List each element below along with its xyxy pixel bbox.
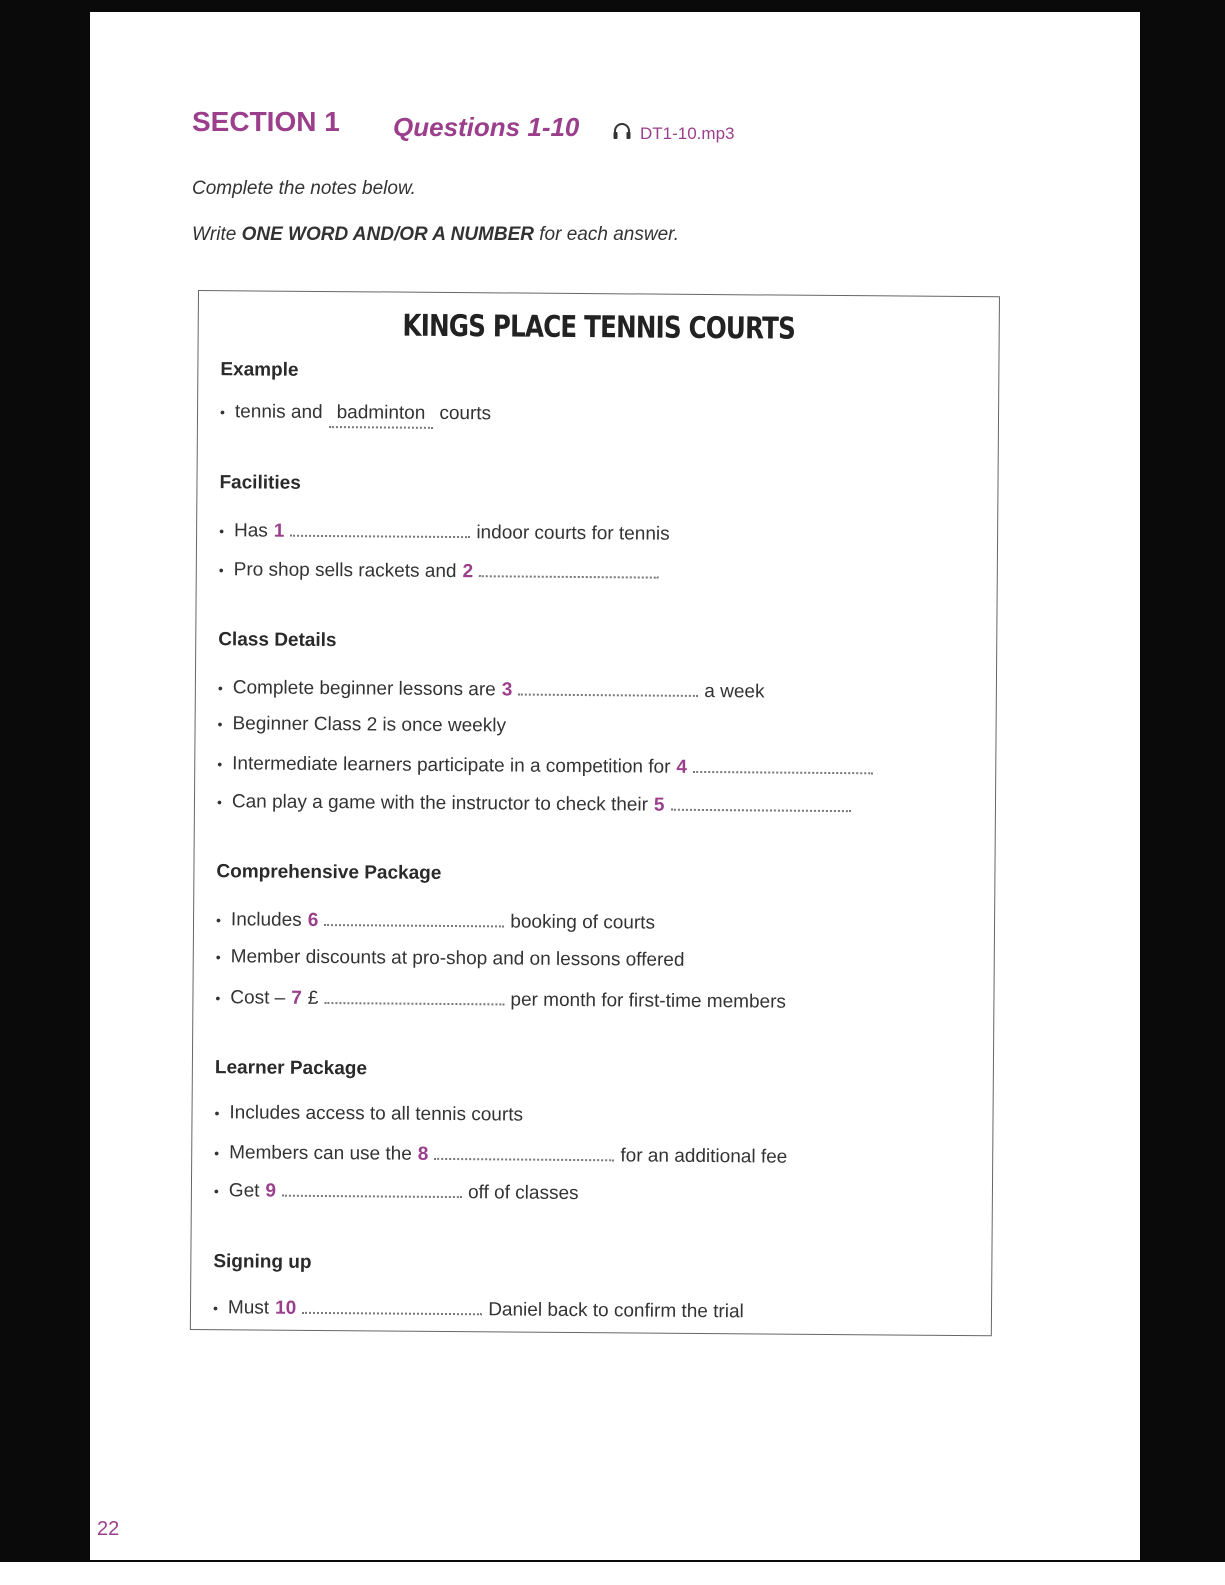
question-number: 8 [417, 1143, 429, 1165]
question-number: 5 [653, 794, 665, 816]
line-text: Has [233, 520, 268, 542]
question-3-line [218, 675, 765, 703]
bullet: • [215, 990, 221, 1007]
class-details-heading: Class Details [218, 629, 337, 652]
question-4-line [217, 751, 879, 780]
question-2-line [219, 557, 666, 585]
instruction-text: for each answer. [534, 224, 680, 245]
line-text: Complete beginner lessons are [232, 677, 496, 701]
answer-blank-2[interactable] [479, 559, 659, 578]
bullet: • [216, 794, 222, 811]
question-number: 4 [676, 756, 688, 778]
line-text: Pro shop sells rackets and [233, 559, 457, 583]
line-text: for an additional fee [620, 1145, 788, 1168]
question-number: 9 [265, 1180, 277, 1202]
bullet: • [217, 756, 223, 773]
bullet: • [217, 680, 223, 697]
answer-blank-7[interactable] [324, 986, 504, 1005]
line-text: Beginner Class 2 is once weekly [232, 713, 507, 737]
bullet: • [212, 1300, 218, 1317]
line-text: Members can use the [229, 1142, 412, 1165]
question-7-line [215, 985, 786, 1013]
bullet: • [219, 523, 225, 540]
answer-blank-10[interactable] [302, 1296, 482, 1315]
bullet: • [213, 1183, 219, 1200]
question-9-line [214, 1178, 579, 1205]
example-line [220, 401, 491, 429]
headphones-icon [612, 122, 632, 145]
line-text: Get [228, 1180, 260, 1202]
question-number: 6 [307, 909, 319, 931]
line-text: indoor courts for tennis [476, 522, 670, 545]
bullet: • [215, 949, 221, 966]
line-text: Intermediate learners participate in a competition for [232, 753, 671, 778]
answer-blank-1[interactable] [290, 519, 470, 538]
instruction-emphasis: ONE WORD AND/OR A NUMBER [241, 224, 534, 245]
line-text: Daniel back to confirm the trial [488, 1299, 744, 1323]
class-line-2 [218, 713, 507, 737]
currency-symbol: £ [307, 987, 319, 1009]
instruction-line-1: Complete the notes below. [192, 178, 416, 199]
instruction-line-2 [192, 224, 679, 246]
answer-blank-6[interactable] [324, 908, 504, 927]
line-text: Can play a game with the instructor to check their [231, 791, 649, 816]
signing-up-heading: Signing up [213, 1251, 312, 1273]
answer-blank-9[interactable] [282, 1179, 462, 1198]
facilities-heading: Facilities [219, 472, 301, 494]
comprehensive-package-heading: Comprehensive Package [216, 861, 442, 884]
bottom-strip [0, 1562, 1225, 1585]
line-text: per month for first-time members [510, 989, 787, 1013]
question-10-line [213, 1295, 744, 1323]
question-number: 3 [501, 679, 513, 701]
line-text: courts [439, 402, 492, 425]
bullet: • [214, 1105, 220, 1122]
answer-blank-5[interactable] [671, 793, 851, 812]
line-text: Includes [230, 909, 302, 931]
line-text: booking of courts [510, 911, 656, 934]
audio-reference [612, 122, 734, 145]
line-text: off of classes [467, 1182, 579, 1205]
audio-filename: DT1-10.mp3 [640, 123, 735, 143]
questions-label: Questions 1-10 [393, 112, 580, 142]
answer-blank-3[interactable] [518, 678, 698, 697]
line-text: Must [227, 1297, 270, 1319]
learner-line-1 [214, 1102, 523, 1126]
answer-blank-4[interactable] [693, 755, 873, 774]
bullet: • [219, 404, 226, 421]
example-answer: badminton [329, 402, 434, 429]
question-5-line [217, 789, 857, 818]
bullet: • [215, 912, 222, 929]
question-number: 7 [291, 987, 302, 1009]
page-number: 22 [97, 1518, 120, 1540]
example-heading: Example [220, 359, 299, 381]
question-number: 10 [275, 1297, 297, 1319]
line-text: Cost – [230, 987, 286, 1009]
notes-title: KINGS PLACE TENNIS COURTS [402, 308, 796, 347]
learner-package-heading: Learner Package [214, 1057, 368, 1080]
line-text: Member discounts at pro-shop and on lessons offered [230, 946, 685, 971]
question-number: 1 [273, 520, 285, 542]
question-6-line [216, 907, 655, 934]
line-text: tennis and [234, 401, 323, 423]
line-text: a week [704, 680, 765, 703]
answer-blank-8[interactable] [434, 1142, 614, 1161]
instruction-text: Write [192, 224, 242, 245]
section-title: SECTION 1 [192, 106, 340, 137]
notes-box [190, 290, 1000, 1336]
bullet: • [217, 716, 223, 733]
bullet: • [214, 1145, 220, 1162]
question-8-line [214, 1140, 787, 1169]
line-text: Includes access to all tennis courts [229, 1102, 524, 1126]
bullet: • [218, 562, 224, 579]
question-number: 2 [462, 561, 474, 583]
comprehensive-line-2 [216, 946, 685, 972]
question-1-line [219, 518, 670, 546]
